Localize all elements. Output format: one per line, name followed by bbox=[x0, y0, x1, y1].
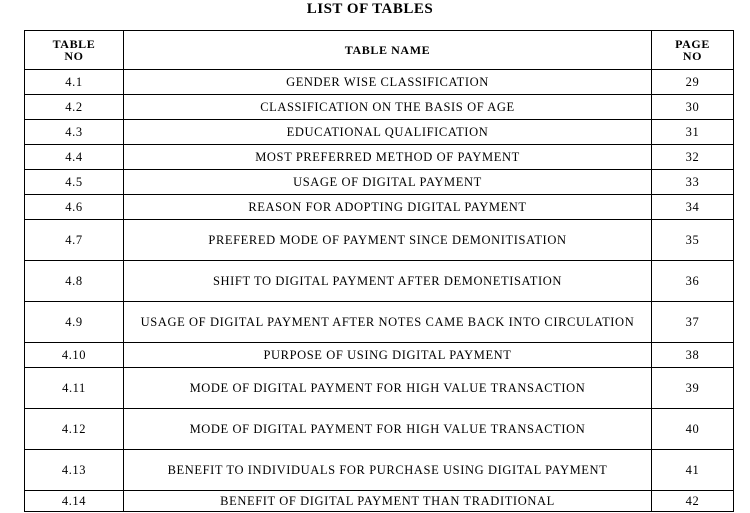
table-name: USAGE OF DIGITAL PAYMENT bbox=[124, 170, 652, 195]
table-row bbox=[25, 120, 734, 145]
table-number: 4.6 bbox=[25, 195, 124, 220]
page-number: 42 bbox=[652, 491, 734, 512]
table-row bbox=[25, 343, 734, 368]
table-number: 4.1 bbox=[25, 70, 124, 95]
table-number: 4.14 bbox=[25, 491, 124, 512]
page-number: 30 bbox=[652, 95, 734, 120]
list-of-tables bbox=[24, 30, 734, 512]
table-number: 4.4 bbox=[25, 145, 124, 170]
table-number: 4.7 bbox=[25, 220, 124, 261]
table-name: REASON FOR ADOPTING DIGITAL PAYMENT bbox=[124, 195, 652, 220]
table-number: 4.8 bbox=[25, 261, 124, 302]
page-number: 35 bbox=[652, 220, 734, 261]
page-number: 32 bbox=[652, 145, 734, 170]
table-name: MODE OF DIGITAL PAYMENT FOR HIGH VALUE TRANSACTION bbox=[124, 368, 652, 409]
table-number: 4.2 bbox=[25, 95, 124, 120]
table-number: 4.11 bbox=[25, 368, 124, 409]
table-number: 4.5 bbox=[25, 170, 124, 195]
header-table-name: TABLE NAME bbox=[124, 31, 652, 70]
table-row bbox=[25, 170, 734, 195]
page-number: 41 bbox=[652, 450, 734, 491]
page-number: 39 bbox=[652, 368, 734, 409]
table-number: 4.13 bbox=[25, 450, 124, 491]
table-name: SHIFT TO DIGITAL PAYMENT AFTER DEMONETISATION bbox=[124, 261, 652, 302]
table-name: PURPOSE OF USING DIGITAL PAYMENT bbox=[124, 343, 652, 368]
table-row bbox=[25, 409, 734, 450]
page-number: 37 bbox=[652, 302, 734, 343]
page-number: 33 bbox=[652, 170, 734, 195]
table-row bbox=[25, 368, 734, 409]
table-row bbox=[25, 302, 734, 343]
page-number: 31 bbox=[652, 120, 734, 145]
page-number: 38 bbox=[652, 343, 734, 368]
table-row bbox=[25, 491, 734, 512]
table-row bbox=[25, 261, 734, 302]
header-page-no: PAGE NO bbox=[652, 31, 734, 70]
table-name: GENDER WISE CLASSIFICATION bbox=[124, 70, 652, 95]
table-row bbox=[25, 220, 734, 261]
table-row bbox=[25, 195, 734, 220]
table-name: BENEFIT OF DIGITAL PAYMENT THAN TRADITIONAL bbox=[124, 491, 652, 512]
page-title: LIST OF TABLES bbox=[306, 1, 434, 17]
table-name: USAGE OF DIGITAL PAYMENT AFTER NOTES CAME BACK INTO CIRCULATION bbox=[124, 302, 652, 343]
table-number: 4.10 bbox=[25, 343, 124, 368]
page-number: 40 bbox=[652, 409, 734, 450]
table-name: MODE OF DIGITAL PAYMENT FOR HIGH VALUE TRANSACTION bbox=[124, 409, 652, 450]
table-number: 4.9 bbox=[25, 302, 124, 343]
table-row bbox=[25, 450, 734, 491]
table-header-row bbox=[25, 31, 734, 70]
table-row bbox=[25, 95, 734, 120]
table-row bbox=[25, 145, 734, 170]
page-number: 29 bbox=[652, 70, 734, 95]
table-name: BENEFIT TO INDIVIDUALS FOR PURCHASE USING DIGITAL PAYMENT bbox=[124, 450, 652, 491]
header-table-no: TABLE NO bbox=[25, 31, 124, 70]
table-name: CLASSIFICATION ON THE BASIS OF AGE bbox=[124, 95, 652, 120]
page-number: 34 bbox=[652, 195, 734, 220]
table-name: PREFERED MODE OF PAYMENT SINCE DEMONITISATION bbox=[124, 220, 652, 261]
table-number: 4.12 bbox=[25, 409, 124, 450]
page-number: 36 bbox=[652, 261, 734, 302]
table-name: MOST PREFERRED METHOD OF PAYMENT bbox=[124, 145, 652, 170]
table-name: EDUCATIONAL QUALIFICATION bbox=[124, 120, 652, 145]
table-number: 4.3 bbox=[25, 120, 124, 145]
table-row bbox=[25, 70, 734, 95]
